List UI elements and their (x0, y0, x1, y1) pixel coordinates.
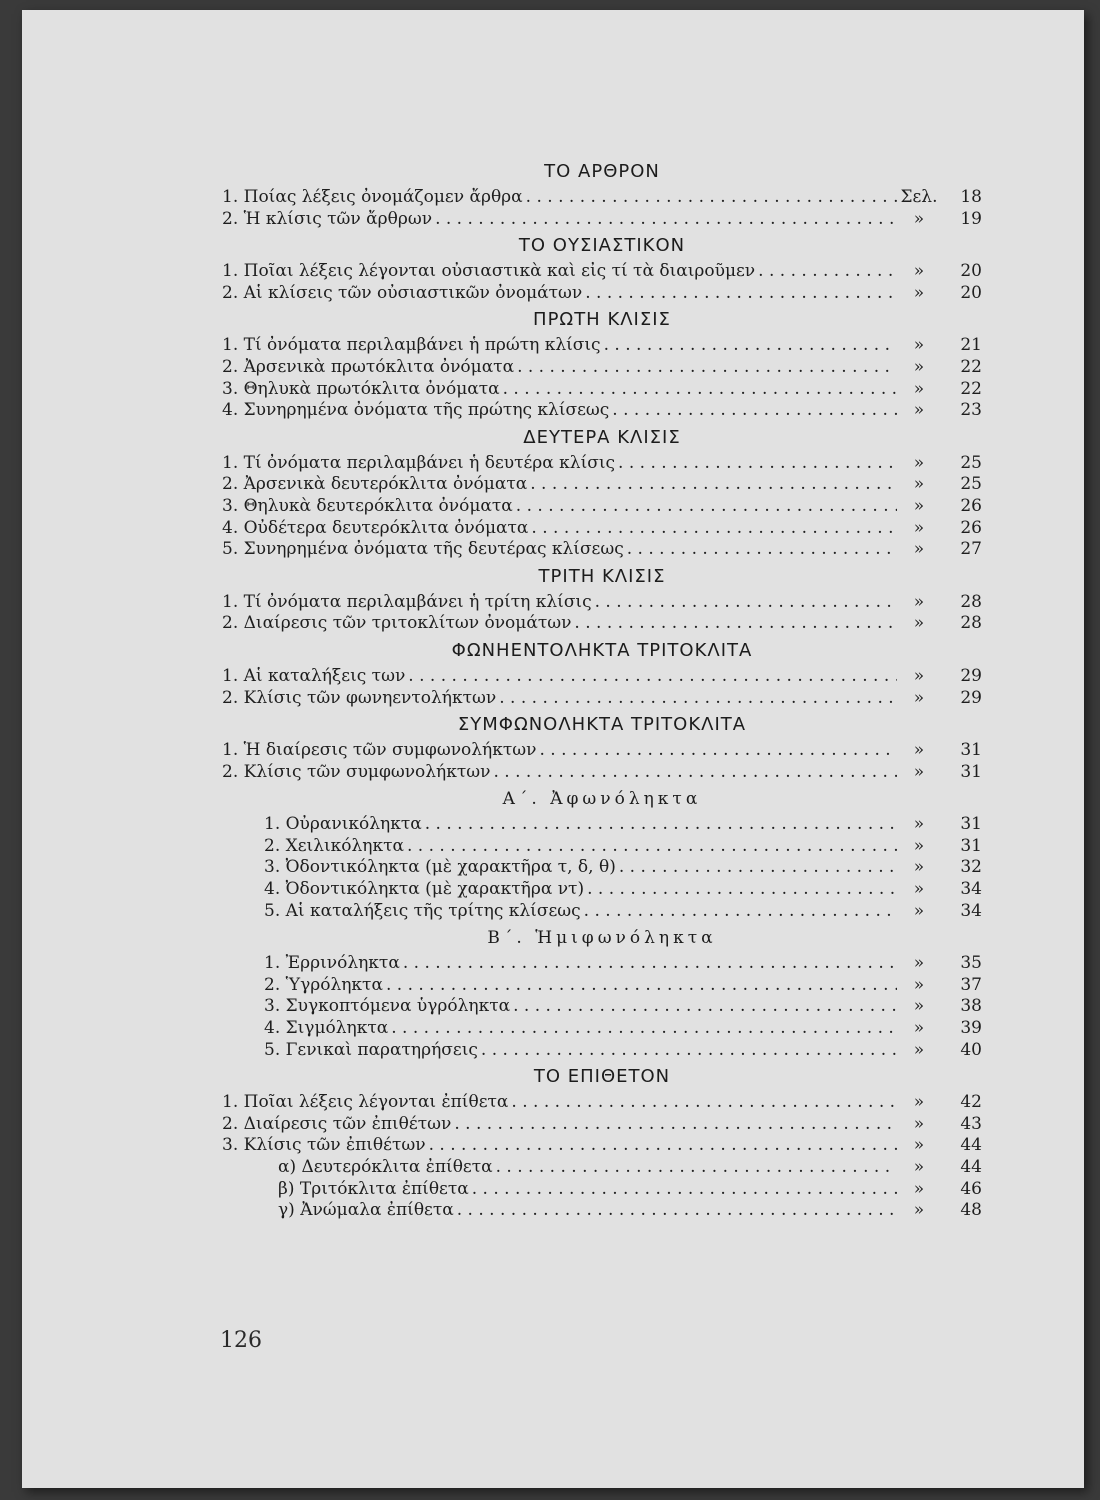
toc-entry-title: 1. Αἱ καταλήξεις των (222, 665, 406, 686)
dot-leader (408, 666, 897, 688)
toc-page-number: 23 (960, 400, 982, 421)
book-page (22, 10, 1084, 1488)
toc-entry (222, 901, 982, 923)
toc-entry (222, 518, 982, 540)
toc-entry-title: 3. Ὀδοντικόληκτα (μὲ χαρακτῆρα τ, δ, θ) (264, 857, 616, 878)
toc-entry-title: 1. Τί ὀνόματα περιλαμβάνει ἡ πρώτη κλίσις (222, 335, 601, 356)
toc-page-number: 31 (960, 835, 982, 856)
dot-leader (457, 1200, 897, 1222)
toc-entry-title: 1. Ποῖαι λέξεις λέγονται ἐπίθετα (222, 1092, 509, 1113)
dot-leader (618, 453, 897, 475)
dot-leader (503, 379, 897, 401)
ditto-mark: » (913, 335, 925, 356)
toc-page-number: 20 (960, 282, 982, 303)
ditto-mark: » (913, 1135, 925, 1156)
toc-entry-title: 2. Κλίσις τῶν φωνηεντολήκτων (222, 687, 497, 708)
toc-entry (222, 613, 982, 635)
dot-leader (531, 518, 897, 540)
ditto-mark: » (913, 953, 925, 974)
ditto-mark: » (913, 1113, 925, 1134)
ditto-mark: » (913, 1018, 925, 1039)
section-heading: ΤΟ ΟΥΣΙΑΣΤΙΚΟΝ (518, 235, 686, 257)
toc-page-number: 46 (960, 1178, 982, 1199)
ditto-mark: » (913, 613, 925, 634)
toc-entry (222, 592, 982, 614)
toc-entry-title: 4. Συνηρημένα ὀνόματα τῆς πρώτης κλίσεως (222, 400, 610, 421)
ditto-mark: » (913, 452, 925, 473)
ditto-mark: » (913, 400, 925, 421)
ditto-mark: » (913, 740, 925, 761)
toc-entry (222, 953, 982, 975)
dot-leader (454, 1114, 897, 1136)
subsection-heading: Α΄. Ἀφωνόληκτα (502, 789, 702, 810)
ditto-mark: » (913, 761, 925, 782)
toc-entry (222, 357, 982, 379)
toc-entry (222, 539, 982, 561)
ditto-mark: » (913, 474, 925, 495)
section-heading: ΔΕΥΤΕΡΑ ΚΛΙΣΙΣ (523, 426, 681, 448)
dot-leader (425, 814, 897, 836)
section-heading: ΠΡΩΤΗ ΚΛΙΣΙΣ (533, 309, 671, 331)
toc-page-number: 29 (960, 665, 982, 686)
toc-page-number: 34 (960, 900, 982, 921)
ditto-mark: » (913, 1092, 925, 1113)
ditto-mark: » (913, 879, 925, 900)
toc-page-number: 25 (960, 474, 982, 495)
toc-page-number: 19 (960, 208, 982, 229)
dot-leader (472, 1179, 897, 1201)
toc-entry (222, 857, 982, 879)
ditto-mark: » (913, 378, 925, 399)
dot-leader (604, 335, 897, 357)
dot-leader (517, 357, 897, 379)
toc-page-number: 43 (960, 1113, 982, 1134)
toc-entry (222, 335, 982, 357)
dot-leader (530, 474, 897, 496)
toc-entry (222, 1179, 982, 1201)
ditto-mark: Σελ. (900, 187, 938, 207)
toc-page-number: 44 (960, 1135, 982, 1156)
dot-leader (511, 1092, 897, 1114)
toc-entry-title: 2. Αἱ κλίσεις τῶν οὐσιαστικῶν ὀνομάτων (222, 282, 583, 303)
dot-leader (584, 901, 897, 923)
toc-entry (222, 1040, 982, 1062)
toc-entry (222, 474, 982, 496)
toc-page-number: 31 (960, 740, 982, 761)
toc-entry-title: 4. Σιγμόληκτα (264, 1018, 389, 1039)
toc-entry-title: α) Δευτερόκλιτα ἐπίθετα (278, 1157, 493, 1177)
toc-entry-title: 2. Διαίρεσις τῶν ἐπιθέτων (222, 1113, 452, 1134)
toc-page-number: 27 (960, 539, 982, 560)
toc-entry-title: 3. Συγκοπτόμενα ὑγρόληκτα (264, 996, 511, 1017)
toc-page-number: 26 (960, 495, 982, 516)
toc-entry (222, 688, 982, 710)
toc-page-number: 26 (960, 517, 982, 538)
toc-entry (222, 400, 982, 422)
toc-entry (222, 1135, 982, 1157)
section-heading: ΤΡΙΤΗ ΚΛΙΣΙΣ (538, 565, 666, 587)
dot-leader (493, 762, 897, 784)
ditto-mark: » (913, 665, 925, 686)
toc-entry (222, 975, 982, 997)
dot-leader (574, 613, 897, 635)
ditto-mark: » (913, 1157, 925, 1177)
toc-page-number: 31 (960, 761, 982, 782)
ditto-mark: » (913, 591, 925, 612)
toc-entry (222, 1157, 982, 1179)
ditto-mark: » (913, 539, 925, 560)
toc-entry-title: 1. Τί ὀνόματα περιλαμβάνει ἡ τρίτη κλίσις (222, 591, 592, 612)
toc-entry-title: 1. Ἡ διαίρεσις τῶν συμφωνολήκτων (222, 740, 537, 761)
toc-page-number: 28 (960, 591, 982, 612)
toc-page-number: 34 (960, 879, 982, 900)
toc-entry-title: 2. Ὑγρόληκτα (264, 974, 383, 995)
toc-entry-title: 4. Ὀδοντικόληκτα (μὲ χαρακτῆρα ντ) (264, 879, 585, 900)
toc-entry-title: 1. Ποίας λέξεις ὀνομάζομεν ἄρθρα (222, 187, 523, 207)
dot-leader (758, 261, 897, 283)
dot-leader (516, 496, 897, 518)
dot-leader (612, 400, 897, 422)
ditto-mark: » (913, 900, 925, 921)
dot-leader (526, 187, 897, 209)
toc-page-number: 22 (960, 356, 982, 377)
toc-entry-title: 4. Οὐδέτερα δευτερόκλιτα ὀνόματα (222, 517, 529, 538)
dot-leader (539, 740, 897, 762)
dot-leader (595, 592, 897, 614)
dot-leader (386, 975, 897, 997)
dot-leader (585, 283, 897, 305)
subsection-heading: Β΄. Ἡμιφωνόληκτα (487, 928, 717, 949)
toc-entry-title: 5. Αἱ καταλήξεις τῆς τρίτης κλίσεως (264, 900, 581, 921)
ditto-mark: » (913, 282, 925, 303)
ditto-mark: » (913, 517, 925, 538)
dot-leader (407, 836, 897, 858)
table-of-contents (222, 156, 982, 1222)
toc-entry (222, 1200, 982, 1222)
toc-entry (222, 379, 982, 401)
toc-page-number: 42 (960, 1092, 982, 1113)
toc-entry (222, 879, 982, 901)
toc-entry-title: 2. Κλίσις τῶν συμφωνολήκτων (222, 761, 491, 782)
toc-page-number: 44 (960, 1157, 982, 1177)
toc-entry-title: 2. Χειλικόληκτα (264, 835, 404, 856)
toc-entry-title: β) Τριτόκλιτα ἐπίθετα (278, 1178, 469, 1199)
section-heading: ΤΟ ΑΡΘΡΟΝ (544, 161, 660, 182)
toc-page-number: 29 (960, 687, 982, 708)
section-heading: ΦΩΝΗΕΝΤΟΛΗΚΤΑ ΤΡΙΤΟΚΛΙΤΑ (451, 639, 753, 661)
ditto-mark: » (913, 261, 925, 282)
toc-entry-title: 2. Ἡ κλίσις τῶν ἄρθρων (222, 208, 433, 229)
toc-page-number: 25 (960, 452, 982, 473)
ditto-mark: » (913, 857, 925, 878)
toc-entry (222, 666, 982, 688)
toc-entry-title: 1. Ἐρρινόληκτα (264, 953, 400, 974)
dot-leader (435, 209, 897, 231)
toc-entry (222, 283, 982, 305)
toc-entry (222, 836, 982, 858)
ditto-mark: » (913, 495, 925, 516)
toc-entry (222, 740, 982, 762)
toc-page-number: 28 (960, 613, 982, 634)
dot-leader (627, 539, 897, 561)
toc-entry (222, 814, 982, 836)
toc-entry (222, 762, 982, 784)
toc-page-number: 40 (960, 1039, 982, 1060)
toc-entry (222, 453, 982, 475)
toc-entry (222, 187, 982, 209)
toc-entry-title: 1. Τί ὀνόματα περιλαμβάνει ἡ δευτέρα κλίσις (222, 452, 616, 473)
toc-entry-title: γ) Ἀνώμαλα ἐπίθετα (278, 1200, 454, 1221)
page-number: 126 (220, 1328, 262, 1353)
section-heading: ΣΥΜΦΩΝΟΛΗΚΤΑ ΤΡΙΤΟΚΛΙΤΑ (457, 714, 747, 736)
ditto-mark: » (913, 996, 925, 1017)
toc-page-number: 35 (960, 953, 982, 974)
ditto-mark: » (913, 974, 925, 995)
ditto-mark: » (913, 208, 925, 229)
toc-page-number: 39 (960, 1018, 982, 1039)
toc-page-number: 31 (960, 814, 982, 835)
toc-entry-title: 5. Γενικαὶ παρατηρήσεις (264, 1039, 478, 1060)
toc-entry-title: 3. Θηλυκὰ πρωτόκλιτα ὀνόματα (222, 378, 500, 399)
ditto-mark: » (913, 1039, 925, 1060)
toc-entry (222, 1114, 982, 1136)
ditto-mark: » (913, 687, 925, 708)
ditto-mark: » (913, 835, 925, 856)
toc-page-number: 38 (960, 996, 982, 1017)
toc-entry-title: 3. Κλίσις τῶν ἐπιθέτων (222, 1135, 426, 1156)
toc-entry (222, 996, 982, 1018)
dot-leader (513, 996, 897, 1018)
toc-entry (222, 1018, 982, 1040)
dot-leader (429, 1135, 897, 1157)
dot-leader (619, 857, 897, 879)
toc-entry (222, 209, 982, 231)
dot-leader (587, 879, 897, 901)
ditto-mark: » (913, 1200, 925, 1221)
dot-leader (481, 1040, 897, 1062)
toc-page-number: 37 (960, 974, 982, 995)
toc-entry-title: 3. Θηλυκὰ δευτερόκλιτα ὀνόματα (222, 495, 513, 516)
toc-page-number: 22 (960, 378, 982, 399)
toc-entry-title: 1. Ποῖαι λέξεις λέγονται οὐσιαστικὰ καὶ εἰς τί τὰ διαιροῦμεν (222, 261, 756, 282)
dot-leader (499, 688, 897, 710)
toc-entry (222, 1092, 982, 1114)
toc-page-number: 32 (960, 857, 982, 878)
toc-entry (222, 261, 982, 283)
toc-entry-title: 1. Οὐρανικόληκτα (264, 814, 422, 835)
toc-entry-title: 2. Ἀρσενικὰ πρωτόκλιτα ὀνόματα (222, 356, 515, 377)
toc-page-number: 20 (960, 261, 982, 282)
toc-entry (222, 496, 982, 518)
toc-entry-title: 5. Συνηρημένα ὀνόματα τῆς δευτέρας κλίσεως (222, 539, 624, 560)
dot-leader (403, 953, 897, 975)
toc-entry-title: 2. Διαίρεσις τῶν τριτοκλίτων ὀνομάτων (222, 613, 572, 634)
ditto-mark: » (913, 356, 925, 377)
ditto-mark: » (913, 814, 925, 835)
toc-entry-title: 2. Ἀρσενικὰ δευτερόκλιτα ὀνόματα (222, 474, 528, 495)
section-heading: ΤΟ ΕΠΙΘΕΤΟΝ (533, 1066, 671, 1088)
ditto-mark: » (913, 1178, 925, 1199)
dot-leader (391, 1018, 897, 1040)
toc-page-number: 48 (960, 1200, 982, 1221)
toc-page-number: 18 (960, 187, 982, 207)
toc-page-number: 21 (960, 335, 982, 356)
dot-leader (496, 1157, 897, 1179)
